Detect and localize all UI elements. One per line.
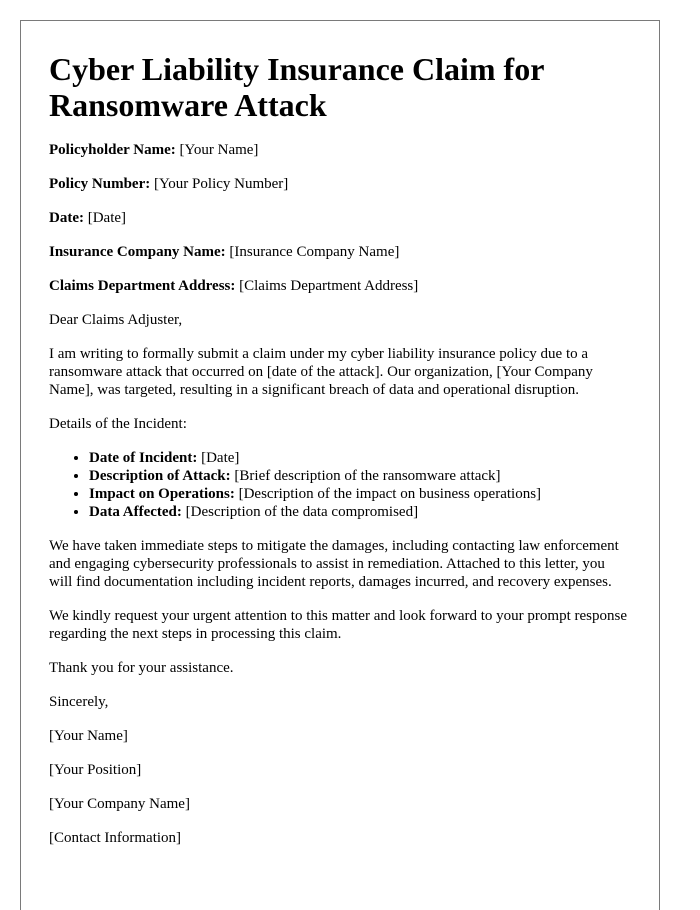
field-label: Policy Number: [49,176,151,192]
item-label: Date of Incident: [89,450,198,466]
mitigation-paragraph: We have taken immediate steps to mitigate the damages, including contacting law enforcement and engaging cybersecurity professionals to assist in remediation. Attached to this letter, you will find documentation including incident reports, damages incurred, and recovery expenses. [49,538,619,590]
signature-name: [Your Name] [49,728,128,744]
field-label: Policyholder Name: [49,142,176,158]
item-label: Impact on Operations: [89,486,235,502]
field-value: [Insurance Company Name] [229,244,400,260]
item-value: [Description of the impact on business operations] [238,486,542,502]
field-value: [Claims Department Address] [239,278,419,294]
item-value: [Date] [201,450,240,466]
incident-details-list [49,449,631,521]
field-label: Date: [49,210,84,226]
field-value: [Your Policy Number] [153,176,289,192]
signature-company: [Your Company Name] [49,796,190,812]
letter-page [20,20,660,910]
document-title: Cyber Liability Insurance Claim for Ransomware Attack [49,51,544,123]
field-insurance-company [49,243,631,261]
field-claims-address [49,277,631,295]
field-policy-number [49,175,631,193]
field-policyholder-name [49,141,631,159]
request-paragraph: We kindly request your urgent attention to this matter and look forward to your prompt response regarding the next steps in processing this claim. [49,608,627,642]
signature-contact: [Contact Information] [49,830,182,846]
details-heading: Details of the Incident: [49,416,187,432]
item-label: Data Affected: [89,504,182,520]
item-value: [Description of the data compromised] [185,504,419,520]
field-date [49,209,631,227]
item-label: Description of Attack: [89,468,231,484]
list-item [89,467,631,485]
list-item [89,485,631,503]
thanks-line: Thank you for your assistance. [49,660,234,676]
field-label: Insurance Company Name: [49,244,226,260]
field-label: Claims Department Address: [49,278,236,294]
closing-line: Sincerely, [49,694,109,710]
signature-position: [Your Position] [49,762,142,778]
list-item [89,503,631,521]
field-value: [Your Name] [179,142,259,158]
intro-paragraph: I am writing to formally submit a claim under my cyber liability insurance policy due to a ransomware attack that occurred on [date of the attack]. Our organization, [Your Company Name], was targeted, resulting in a significant breach of data and operational disruption. [49,346,593,398]
field-value: [Date] [87,210,127,226]
item-value: [Brief description of the ransomware attack] [234,468,501,484]
list-item [89,449,631,467]
salutation: Dear Claims Adjuster, [49,312,183,328]
